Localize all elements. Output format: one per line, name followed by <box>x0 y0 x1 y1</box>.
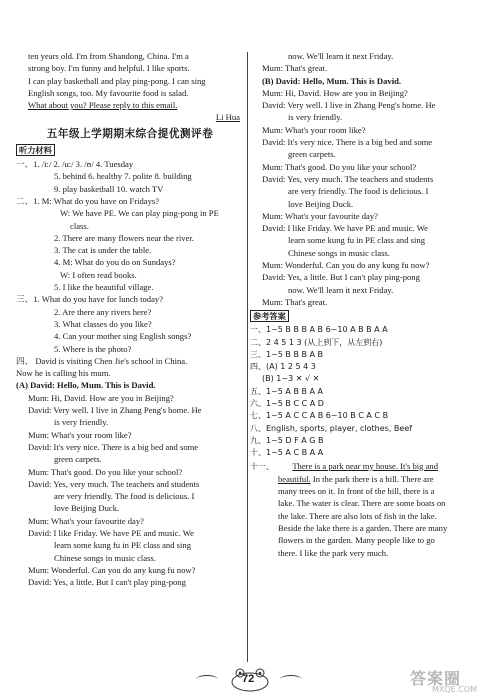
part4-line-19: David: Yes, a little. But I can't play ping-pong <box>28 577 186 588</box>
listening-label: 听力材料 <box>16 144 55 156</box>
dialog-line-4: Mum: Hi, David. How are you in Beijing? <box>262 87 408 98</box>
dialog-line-2: Mum: That's great. <box>262 63 328 74</box>
essay-line-3: the lake. There are also lots of fish in the lake. <box>278 510 437 521</box>
answer-line-2: 二、2 4 5 1 3 (从上到下，从左到右) <box>250 337 383 347</box>
answer-line-11: 十、1~5 A C B A A <box>250 448 324 458</box>
part4-line-4: Mum: Hi, David. How are you in Beijing? <box>28 392 174 403</box>
part2-line-4: 2. There are many flowers near the river. <box>54 232 194 243</box>
essay-prefix: 十一、 <box>250 461 274 471</box>
part4-line-6: is very friendly. <box>54 417 109 428</box>
answer-line-8: 七、1~5 A C C A B 6~10 B C A C B <box>250 411 389 421</box>
dialog-line-17: Chinese songs in music class. <box>288 247 390 258</box>
left-column <box>16 50 244 588</box>
answers-label: 参考答案 <box>250 310 289 322</box>
dialog-line-6: is very friendly. <box>288 112 343 123</box>
dialog-line-5: David: Very well. I live in Zhang Peng's home. He <box>262 100 436 111</box>
part1-line-3: 9. play basketball 10. watch TV <box>54 183 164 194</box>
intro-reply-line: What about you? Please reply to this email. <box>28 100 178 111</box>
intro-line-2: strong boy. I'm funny and helpful. I like sports. <box>28 63 190 74</box>
essay-underlined-2: beautiful. <box>278 473 311 484</box>
answer-line-10: 九、1~5 D F A G B <box>250 435 324 445</box>
part4-line-8: David: It's very nice. There is a big bed and some <box>28 441 199 452</box>
part1-line-2: 5. behind 6. healthy 7. polite 8. building <box>54 171 192 182</box>
intro-line-3: I can play basketball and play ping-pong. I can sing <box>28 75 206 86</box>
part3-line-1: 三、1. What do you have for lunch today? <box>16 294 164 305</box>
dialog-line-19: David: Yes, a little. But I can't play ping-pong <box>262 272 420 283</box>
page-number: 72 <box>242 673 255 685</box>
right-column <box>250 50 484 559</box>
part1-line-1: 一、1. /i:/ 2. /u:/ 3. /ʊ/ 4. Tuesday <box>16 159 134 170</box>
part2-line-2: W: We have PE. We can play ping-pong in PE <box>60 208 219 219</box>
right-leaf-ornament <box>280 675 302 684</box>
essay-line-6: there. I like the park very much. <box>278 547 389 558</box>
dialog-line-7: Mum: What's your room like? <box>262 124 366 135</box>
part4-line-11: David: Yes, very much. The teachers and students <box>28 478 200 489</box>
part3-line-2: 2. Are there any rivers here? <box>54 306 152 317</box>
essay-line-2: lake. The water is clear. There are some boats on <box>278 498 446 509</box>
answer-line-5: (B) 1~3 ✕ √ ✕ <box>262 374 320 384</box>
dialog-line-10: Mum: That's good. Do you like your school? <box>262 161 417 172</box>
answer-line-3: 三、1~5 B B B A B <box>250 349 324 359</box>
intro-line-1: ten years old. I'm from Shandong, China. I'm a <box>28 51 189 61</box>
left-leaf-ornament <box>196 675 218 684</box>
part4-line-2: Now he is calling his mum. <box>16 368 111 379</box>
essay-line-4: Beside the lake there is a garden. There are many <box>278 522 448 533</box>
part2-line-6: 4. M: What do you do on Sundays? <box>54 257 176 268</box>
dialog-line-1: now. We'll learn it next Friday. <box>288 51 394 61</box>
part4-line-13: love Beijing Duck. <box>54 503 120 514</box>
part4-line-9: green carpets. <box>54 454 102 465</box>
part4-line-14: Mum: What's your favourite day? <box>28 515 144 526</box>
signature: Li Hua <box>215 112 240 123</box>
part2-line-1: 二、1. M: What do you have on Fridays? <box>16 195 160 206</box>
dialog-line-13: love Beijing Duck. <box>288 198 354 209</box>
watermark <box>404 666 496 694</box>
essay-first-rest: In the park there is a hill. There are <box>312 473 434 484</box>
part4-line-1: 四、 David is visiting Chen Jie's school in China. <box>16 355 188 366</box>
part4-line-10: Mum: That's good. Do you like your school? <box>28 466 183 477</box>
part4-line-5: David: Very well. I live in Zhang Peng's home. He <box>28 405 202 416</box>
part3-line-5: 5. Where is the photo? <box>54 343 132 354</box>
answer-line-7: 六、1~5 B C C A D <box>250 399 324 409</box>
dialog-line-14: Mum: What's your favourite day? <box>262 210 378 221</box>
answer-line-6: 五、1~5 A B B A A <box>250 386 323 396</box>
page-number-badge <box>228 668 272 692</box>
part2-line-3: class. <box>70 220 89 231</box>
answer-line-9: 八、English, sports, player, clothes, Beef <box>250 423 413 433</box>
intro-line-4: English songs, too. My favourite food is salad. <box>28 87 189 98</box>
watermark-title: 答案圈 <box>410 669 462 688</box>
part4-line-7: Mum: What's your room like? <box>28 429 132 440</box>
part4-line-16: learn some kung fu in PE class and sing <box>54 540 192 551</box>
part4-line-17: Chinese songs in music class. <box>54 552 156 563</box>
part3-line-3: 3. What classes do you like? <box>54 318 152 329</box>
watermark-url: MXQE.COM <box>432 685 478 694</box>
dialog-line-16: learn some kung fu in PE class and sing <box>288 235 426 246</box>
dialog-line-15: David: I like Friday. We have PE and music. We <box>262 223 428 234</box>
essay-line-1: many trees on it. In front of the hill, there is a <box>278 486 435 497</box>
dialog-line-8: David: It's very nice. There is a big bed and some <box>262 137 433 148</box>
dialog-line-18: Mum: Wonderful. Can you do any kung fu now? <box>262 260 430 271</box>
dialog-line-20: now. We'll learn it next Friday. <box>288 284 394 295</box>
dialog-line-21: Mum: That's great. <box>262 296 328 307</box>
part4-line-3: (A) David: Hello, Mum. This is David. <box>16 380 156 391</box>
answer-line-4: 四、(A) 1 2 5 4 3 <box>250 362 316 372</box>
essay-underlined-1: There is a park near my house. It's big and <box>292 460 438 471</box>
part4-line-12: are very friendly. The food is delicious. I <box>54 491 195 502</box>
dialog-line-9: green carpets. <box>288 149 336 160</box>
essay-line-5: flowers in the garden. Many people like to go <box>278 535 435 546</box>
part2-line-5: 3. The cat is under the table. <box>54 245 152 256</box>
answer-line-1: 一、1~5 B B B A B 6~10 A B B A A <box>250 325 388 335</box>
part4-line-15: David: I like Friday. We have PE and music. We <box>28 527 194 538</box>
part2-line-7: W: I often read books. <box>60 269 137 280</box>
dialog-line-11: David: Yes, very much. The teachers and students <box>262 173 434 184</box>
exam-title: 五年级上学期期末综合提优测评卷 <box>46 127 214 140</box>
dialog-line-12: are very friendly. The food is delicious. I <box>288 186 429 197</box>
part2-line-8: 5. I like the beautiful village. <box>54 282 154 293</box>
dialog-line-3: (B) David: Hello, Mum. This is David. <box>262 75 402 86</box>
column-divider <box>247 52 248 662</box>
part3-line-4: 4. Can your mother sing English songs? <box>54 331 192 342</box>
part4-line-18: Mum: Wonderful. Can you do any kung fu now? <box>28 564 196 575</box>
